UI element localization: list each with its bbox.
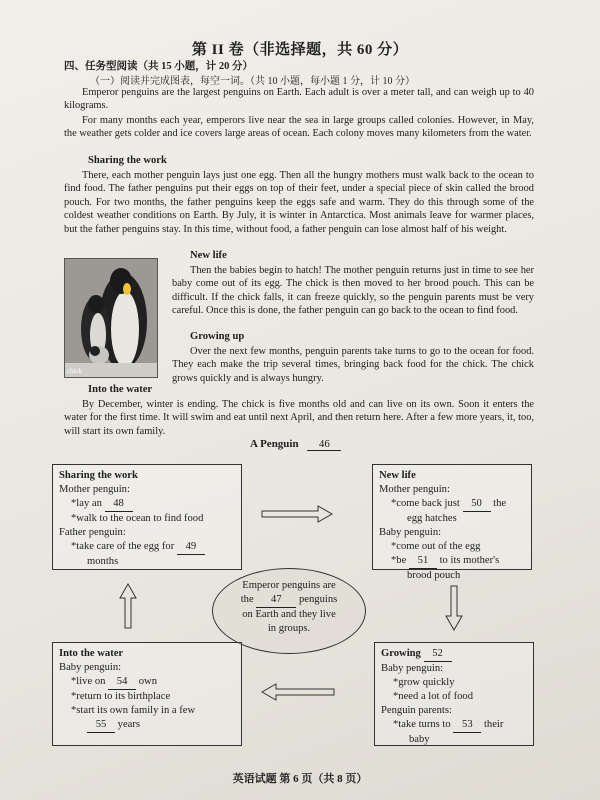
paragraph-water: By December, winter is ending. The chick is five months old and can live on its own. Soon it enters the water for the first time. It will swim and eat until next April, and then return here. After a few more years, it, too, will start its own family. (64, 399, 534, 437)
box-water-item-1-text: *live on (71, 676, 106, 687)
blank-53: 53 (453, 718, 481, 733)
paragraph-colonies: For many months each year, emperors live near the sea in large groups called colonies. However, in May, the weather gets colder and ice covers large areas of ocean. Each colony moves many kilometers from the water. (64, 115, 534, 140)
arrow-up (120, 584, 136, 628)
subsection-instruction: （一）阅读并完成图表，每空一词。（共 10 小题，每小题 1 分，计 10 分） (90, 76, 415, 87)
box-sharing-father: Father penguin: (59, 527, 126, 538)
ellipse-line-3: on Earth and they live (242, 609, 336, 620)
box-water-item-1 (59, 675, 235, 690)
box-growing-heading: Growing (381, 648, 421, 659)
box-growing-parents: Penguin parents: (381, 705, 452, 716)
blank-47: 47 (256, 593, 296, 608)
box-sharing-item-2: *walk to the ocean to find food (71, 513, 204, 524)
box-growing-item-3-after: their (483, 719, 504, 730)
blank-51: 51 (409, 554, 437, 569)
box-sharing-work (52, 464, 242, 570)
heading-newlife: New life (190, 250, 227, 261)
heading-sharing: Sharing the work (88, 155, 167, 166)
box-growing-baby: Baby penguin: (381, 663, 444, 674)
heading-growing: Growing up (190, 331, 245, 342)
box-sharing-item-1 (59, 497, 235, 512)
box-water-item-3-cont (59, 718, 235, 733)
box-growing-item-1: *grow quickly (393, 677, 455, 688)
box-newlife-item-3-text: *be (391, 555, 407, 566)
box-water-item-3: *start its own family in a few (71, 705, 196, 716)
box-water-item-1-after: own (138, 676, 157, 687)
ellipse-line-2-text: the (240, 594, 254, 605)
blank-52: 52 (424, 647, 452, 662)
diagram-title-text: A Penguin (250, 438, 299, 450)
box-growing (374, 642, 534, 746)
box-newlife-item-1-text: *come back just (391, 498, 460, 509)
box-into-water (52, 642, 242, 746)
page-footer: 英语试题 第 6 页（共 8 页） (232, 773, 368, 785)
box-newlife-item-1 (379, 497, 525, 512)
box-growing-item-3-cont: baby (409, 734, 430, 745)
heading-water: Into the water (88, 384, 153, 395)
paragraph-sharing: There, each mother penguin lays just one egg. Then all the hungry mothers must walk back to the ocean to find food. The father penguins put their eggs on top of their feet, under a special piece of skin called the brood pouch. For two months, the father penguins keep the eggs safe and warm. They do this through some of the coldest weather conditions on Earth. By July, it is winter in Antarctica. Most animals leave for warmer places, but the father penguins stay. In this time, without food, a father penguin can lose almost half of his weight. (64, 170, 534, 235)
box-sharing-mother: Mother penguin: (59, 484, 130, 495)
blank-48: 48 (105, 497, 133, 512)
box-water-heading: Into the water (59, 648, 124, 659)
box-newlife-heading: New life (379, 470, 416, 481)
photo-caption: chick (67, 367, 83, 375)
box-newlife-item-1-cont: egg hatches (407, 513, 457, 524)
paragraph-intro: Emperor penguins are the largest penguins on Earth. Each adult is over a meter tall, and can weigh up to 40 kilograms. (64, 87, 534, 112)
diagram-title (250, 438, 341, 451)
part-title: 第 II 卷（非选择题，共 60 分） (191, 42, 409, 58)
box-water-item-3-after: years (117, 719, 141, 730)
ellipse-line-2-after: penguins (299, 594, 338, 605)
box-newlife-item-3-cont: brood pouch (407, 570, 461, 581)
arrow-down (446, 586, 462, 630)
blank-46: 46 (307, 438, 341, 451)
blank-50: 50 (463, 497, 491, 512)
box-newlife-item-3 (379, 554, 525, 569)
box-newlife-item-3-after: to its mother's (439, 555, 500, 566)
ellipse-line-4: in groups. (267, 623, 311, 634)
box-sharing-item-3-cont: months (87, 556, 119, 567)
arrow-right (262, 506, 334, 522)
blank-55: 55 (87, 718, 115, 733)
penguin-illustration (65, 259, 157, 377)
box-growing-item-3-text: *take turns to (393, 719, 451, 730)
box-growing-heading-line (381, 647, 527, 662)
box-growing-item-2: *need a lot of food (393, 691, 474, 702)
penguin-photo (64, 258, 158, 378)
box-newlife-item-2: *come out of the egg (391, 541, 481, 552)
blank-54: 54 (108, 675, 136, 690)
arrow-left (262, 684, 334, 700)
box-sharing-heading: Sharing the work (59, 470, 138, 481)
box-sharing-item-3 (59, 540, 235, 555)
box-growing-item-3 (381, 718, 527, 733)
ellipse-line-2 (213, 593, 365, 608)
paragraph-newlife: Then the babies begin to hatch! The mother penguin returns just in time to see her baby come out of its egg. The chick is then moved to her brood pouch. This can be difficult. If the chick falls, it can freeze quickly, so the penguin parents must be very careful. Once this is done, the father penguin can go back to the ocean to find food. (172, 265, 534, 317)
box-new-life (372, 464, 532, 581)
box-newlife-item-1-after: the (493, 498, 507, 509)
box-newlife-mother: Mother penguin: (379, 484, 450, 495)
paragraph-growing: Over the next few months, penguin parents take turns to go to the ocean for food. They each make the trip several times, bringing back food for the chick. The chick grows quickly and is always hungry. (172, 346, 534, 384)
blank-49: 49 (177, 540, 205, 555)
box-water-baby: Baby penguin: (59, 662, 122, 673)
ellipse-line-1: Emperor penguins are (242, 580, 336, 591)
section-heading: 四、任务型阅读（共 15 小题，计 20 分） (64, 61, 253, 72)
box-sharing-item-3-text: *take care of the egg for (71, 541, 175, 552)
box-water-item-2: *return to its birthplace (71, 691, 171, 702)
box-sharing-item-1-text: *lay an (71, 498, 102, 509)
box-newlife-baby: Baby penguin: (379, 527, 442, 538)
